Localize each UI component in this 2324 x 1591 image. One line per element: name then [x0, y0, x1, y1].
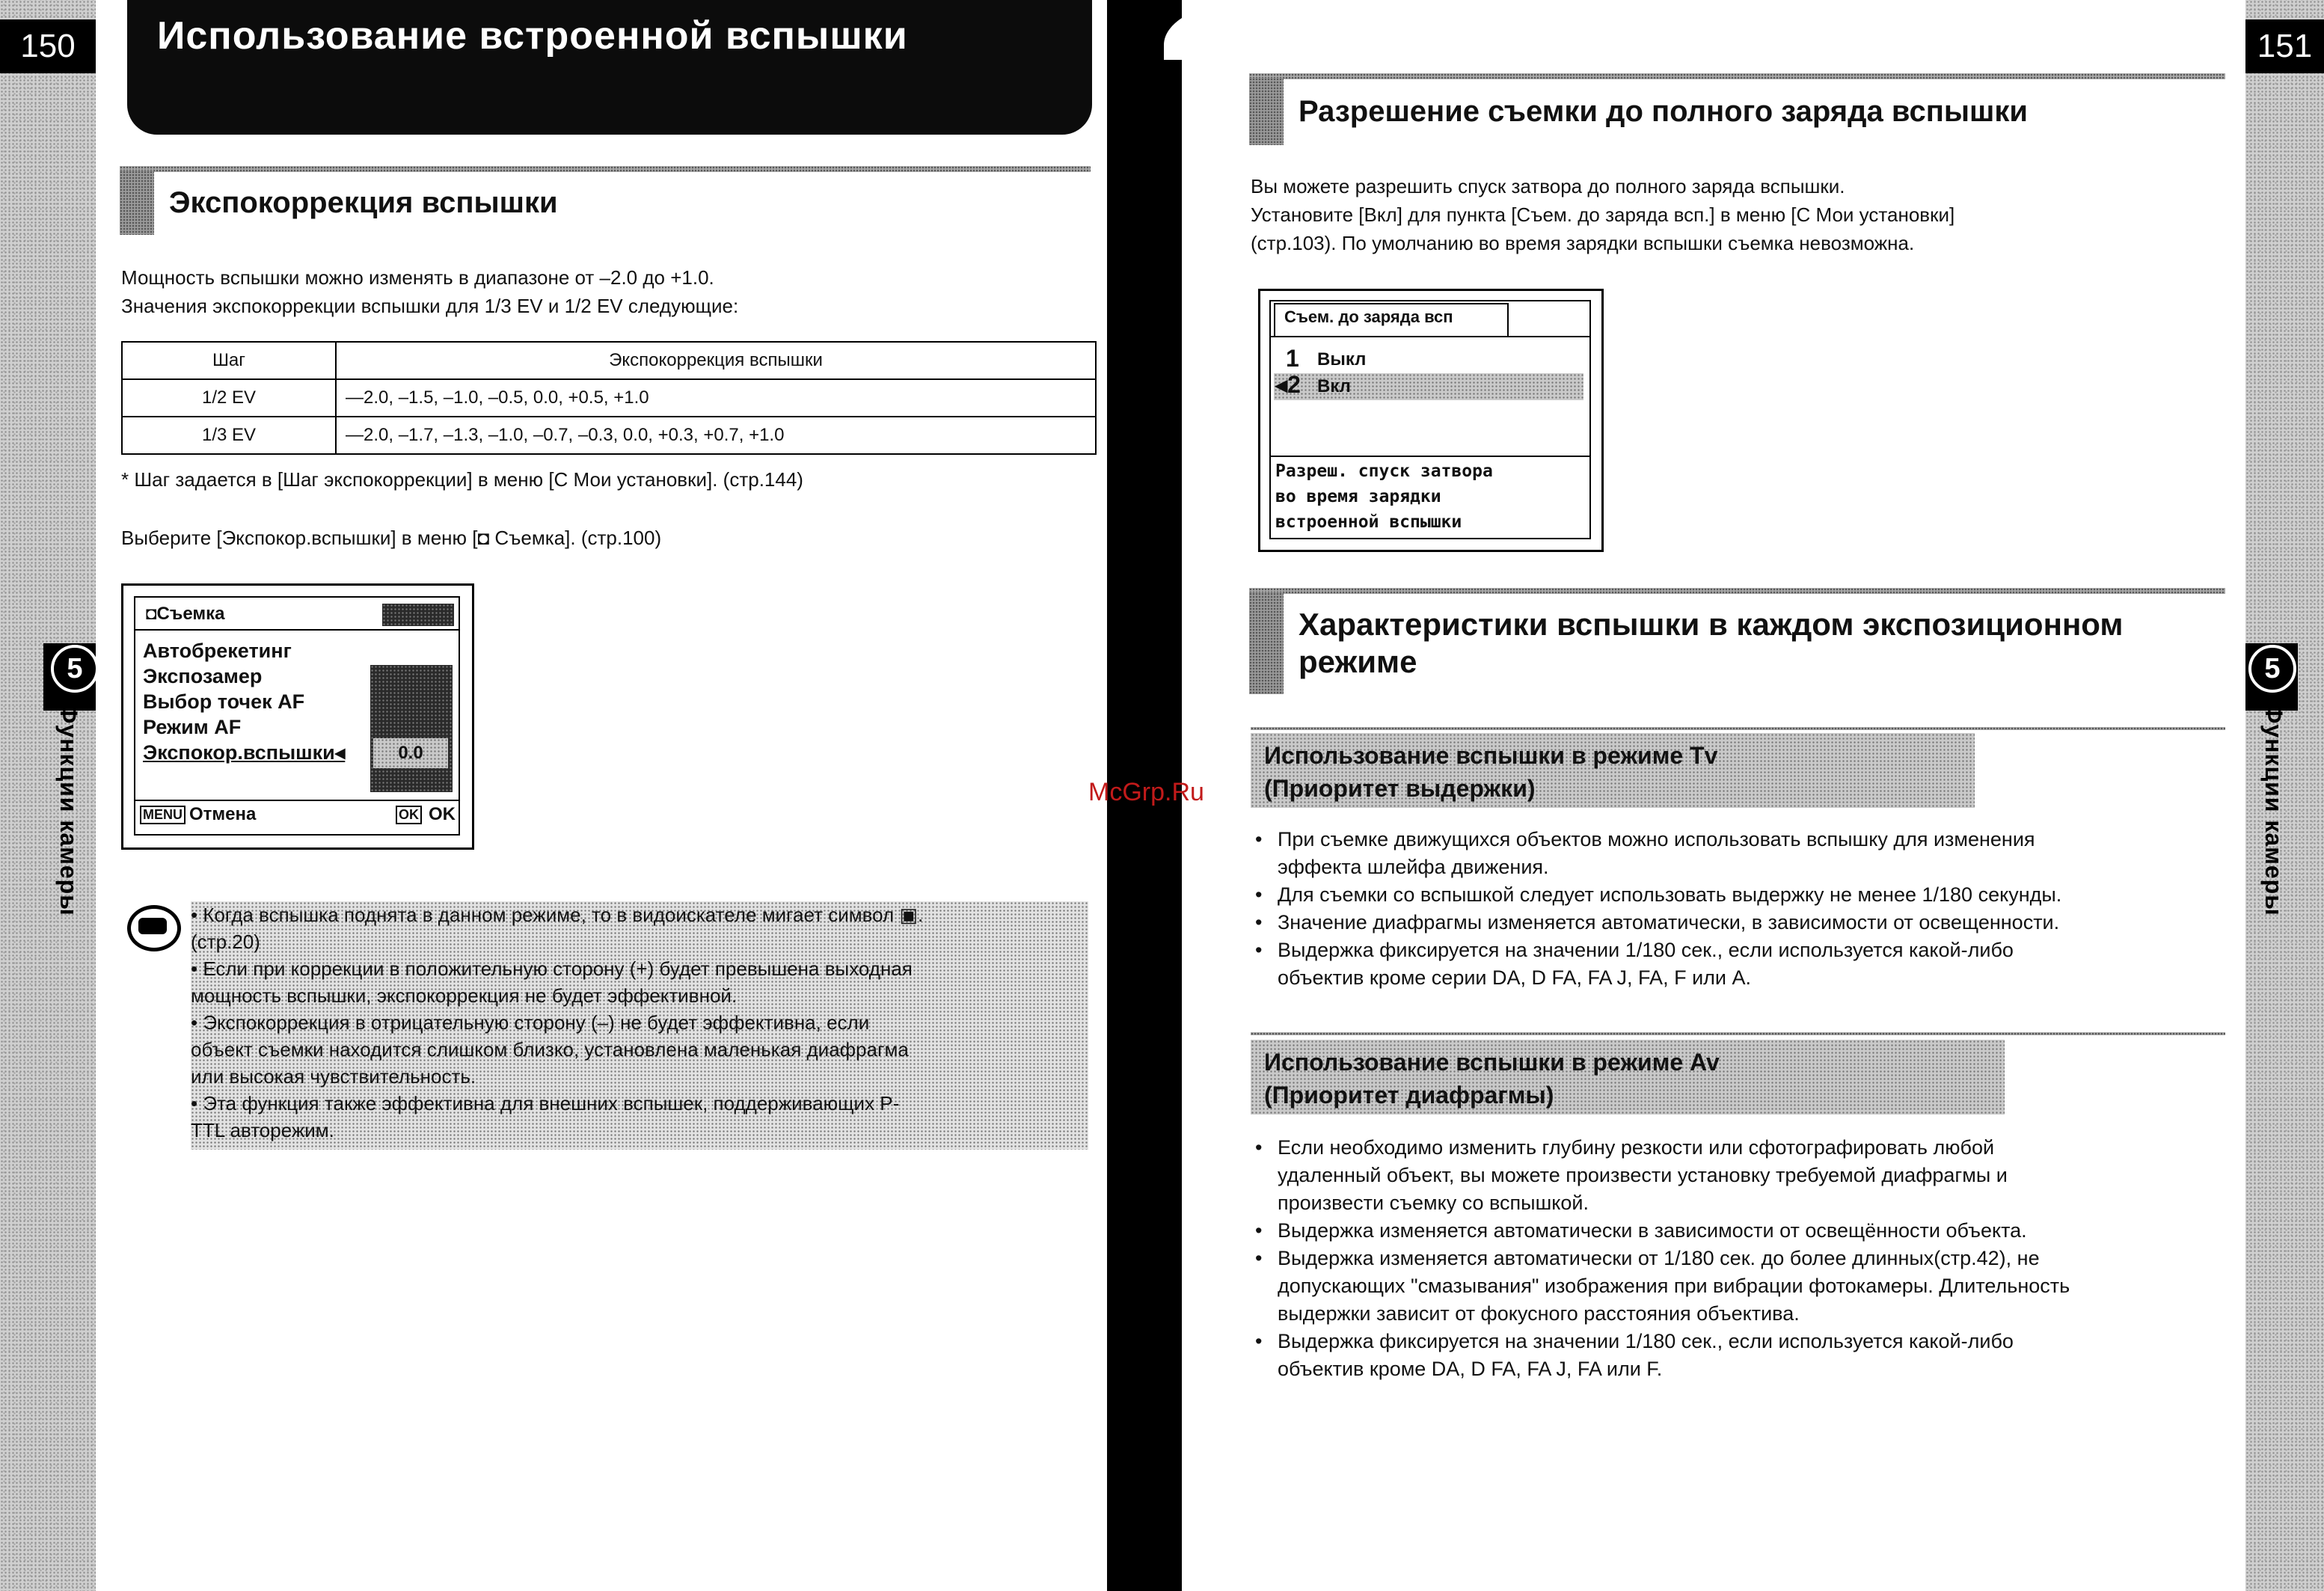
- av-mode-bullets: [1251, 1134, 2070, 1383]
- setting-description-line: Разреш. спуск затвора: [1275, 462, 1493, 481]
- list-item-continued: эффекта шлейфа движения.: [1278, 856, 1549, 878]
- option-off[interactable]: Выкл: [1317, 349, 1367, 370]
- section-heading-text: Экспокоррекция вспышки: [169, 186, 558, 219]
- table-row: [122, 379, 1096, 417]
- memo-line: • Эта функция также эффективна для внешних вспышек, поддерживающих P-: [191, 1092, 900, 1115]
- table-header-row: [122, 342, 1096, 379]
- memo-line: • Если при коррекции в положительную сторону (+) будет превышена выходная: [191, 957, 913, 980]
- list-item: • Выдержка фиксируется на значении 1/180 сек., если используется какой-либо: [1251, 1328, 2070, 1355]
- list-item-continued: удаленный объект, вы можете произвести установку требуемой диафрагмы и: [1278, 1164, 2008, 1186]
- list-item: • Выдержка фиксируется на значении 1/180 сек., если используется какой-либо: [1251, 936, 2061, 964]
- ok-button[interactable]: OK: [429, 804, 456, 824]
- list-item-continued: произвести съемку со вспышкой.: [1278, 1192, 1589, 1214]
- instruction-text: Выберите [Экспокор.вспышки] в меню [◘ Съемка]. (стр.100): [121, 527, 662, 549]
- watermark: McGrp.Ru: [1088, 778, 1204, 806]
- menu-button-icon: MENU: [140, 806, 186, 824]
- memo-line: • Экспокоррекция в отрицательную сторону (–) не будет эффективна, если: [191, 1011, 870, 1034]
- list-item-continued: выдержки зависит от фокусного расстояния объектива.: [1278, 1302, 1800, 1325]
- setting-description-line: во время зарядки: [1275, 487, 1441, 506]
- table-cell: 1/2 EV: [122, 379, 336, 417]
- av-mode-heading: Использование вспышки в режиме Av (Приоритет диафрагмы): [1251, 1040, 2005, 1115]
- memo-line: или высокая чувствительность.: [191, 1065, 476, 1088]
- menu-item-metering[interactable]: Экспозамер: [143, 665, 263, 687]
- section-heading-text: Характеристики вспышки в каждом экспозиционном режиме: [1299, 607, 2124, 679]
- page-number-right: 151: [2245, 19, 2324, 73]
- chapter-badge-left: 5: [51, 645, 99, 693]
- list-item: • Если необходимо изменить глубину резкости или сфотографировать любой: [1251, 1134, 2070, 1162]
- cancel-button[interactable]: Отмена: [189, 804, 257, 824]
- table-cell: 1/3 EV: [122, 417, 336, 454]
- page-number-left: 150: [0, 19, 96, 73]
- chapter-label-right: Функции камеры: [2260, 703, 2287, 916]
- charge-description: Вы можете разрешить спуск затвора до полного заряда вспышки. Установите [Вкл] для пункта [Съем. до заряда всп.] в меню [C Мои установки] (стр.103). По умолчанию во время зарядки вспышки съемка невозможна.: [1251, 175, 1955, 254]
- camera-menu-screen: [121, 583, 474, 850]
- list-item-continued: объектив кроме DA, D FA, FA J, FA или F.: [1278, 1358, 1663, 1380]
- memo-line: • Когда вспышка поднята в данном режиме, то в видоискателе мигает символ ▣.: [191, 904, 924, 926]
- footnote: * Шаг задается в [Шаг экспокоррекции] в меню [C Мои установки]. (стр.144): [121, 468, 803, 491]
- table-cell: —2.0, –1.5, –1.0, –0.5, 0.0, +0.5, +1.0: [336, 379, 1096, 417]
- tv-mode-bullets: [1251, 826, 2061, 992]
- list-item: • Значение диафрагмы изменяется автоматически, в зависимости от освещенности.: [1251, 909, 2061, 936]
- list-item: • При съемке движущихся объектов можно использовать вспышку для изменения: [1251, 826, 2061, 853]
- camera-setting-screen: [1258, 289, 1604, 552]
- option-2-number: ◂2: [1275, 371, 1301, 398]
- table-row: [122, 417, 1096, 454]
- list-item: • Выдержка изменяется автоматически в зависимости от освещённости объекта.: [1251, 1217, 2070, 1245]
- flash-compensation-table: [121, 341, 1097, 455]
- list-item-continued: допускающих "смазывания" изображения при вибрации фотокамеры. Длительность: [1278, 1275, 2070, 1297]
- setting-description-line: встроенной вспышки: [1275, 512, 1462, 532]
- menu-item-flash-compensation[interactable]: Экспокор.вспышки◂: [143, 741, 346, 764]
- tv-mode-heading: Использование вспышки в режиме Tv (Приоритет выдержки): [1251, 733, 1975, 808]
- right-page: [1182, 0, 2324, 1591]
- memo-line: мощность вспышки, экспокоррекция не будет эффективной.: [191, 984, 738, 1007]
- menu-tab-active: [382, 604, 454, 626]
- menu-tab-shooting[interactable]: ◘Съемка: [146, 604, 225, 624]
- list-item-continued: объектив кроме серии DA, D FA, FA J, FA, F или A.: [1278, 966, 1751, 989]
- list-item: • Выдержка изменяется автоматически от 1/180 сек. до более длинных(стр.42), не: [1251, 1245, 2070, 1272]
- chapter-badge-right: 5: [2248, 645, 2296, 693]
- section-heading-text: Разрешение съемки до полного заряда вспышки: [1299, 95, 2028, 128]
- memo-box: [191, 901, 1088, 1150]
- menu-item-af-mode[interactable]: Режим AF: [143, 716, 242, 738]
- option-1-number: 1: [1286, 345, 1299, 372]
- value-column: [370, 665, 453, 792]
- section-heading-modes: [1249, 592, 2123, 694]
- chapter-label-left: Функции камеры: [55, 703, 82, 916]
- flash-comp-value[interactable]: 0.0: [373, 738, 448, 768]
- section-heading-flash-compensation: [120, 171, 558, 235]
- memo-icon: [127, 905, 181, 951]
- title-banner: [127, 0, 1092, 135]
- section-heading-charge: [1249, 78, 2028, 145]
- table-header-cell: Шаг: [122, 342, 336, 379]
- menu-item-af-points[interactable]: Выбор точек AF: [143, 690, 305, 713]
- memo-line: (стр.20): [191, 931, 260, 953]
- table-header-cell: Экспокоррекция вспышки: [336, 342, 1096, 379]
- ok-button-icon: OK: [396, 806, 422, 824]
- option-on[interactable]: Вкл: [1317, 376, 1351, 396]
- memo-line: TTL авторежим.: [191, 1119, 334, 1141]
- page-title: Использование встроенной вспышки: [157, 14, 908, 58]
- setting-tab[interactable]: Съем. до заряда всп: [1284, 307, 1453, 326]
- menu-item-autobracketing[interactable]: Автобрекетинг: [143, 640, 292, 662]
- left-page: [0, 0, 1115, 1591]
- memo-line: объект съемки находится слишком близко, установлена маленькая диафрагма: [191, 1038, 909, 1061]
- list-item: • Для съемки со вспышкой следует использовать выдержку не менее 1/180 секунды.: [1251, 881, 2061, 909]
- table-cell: —2.0, –1.7, –1.3, –1.0, –0.7, –0.3, 0.0, +0.3, +0.7, +1.0: [336, 417, 1096, 454]
- intro-text: Мощность вспышки можно изменять в диапазоне от –2.0 до +1.0. Значения экспокоррекции вспышки для 1/3 EV и 1/2 EV следующие:: [121, 266, 739, 317]
